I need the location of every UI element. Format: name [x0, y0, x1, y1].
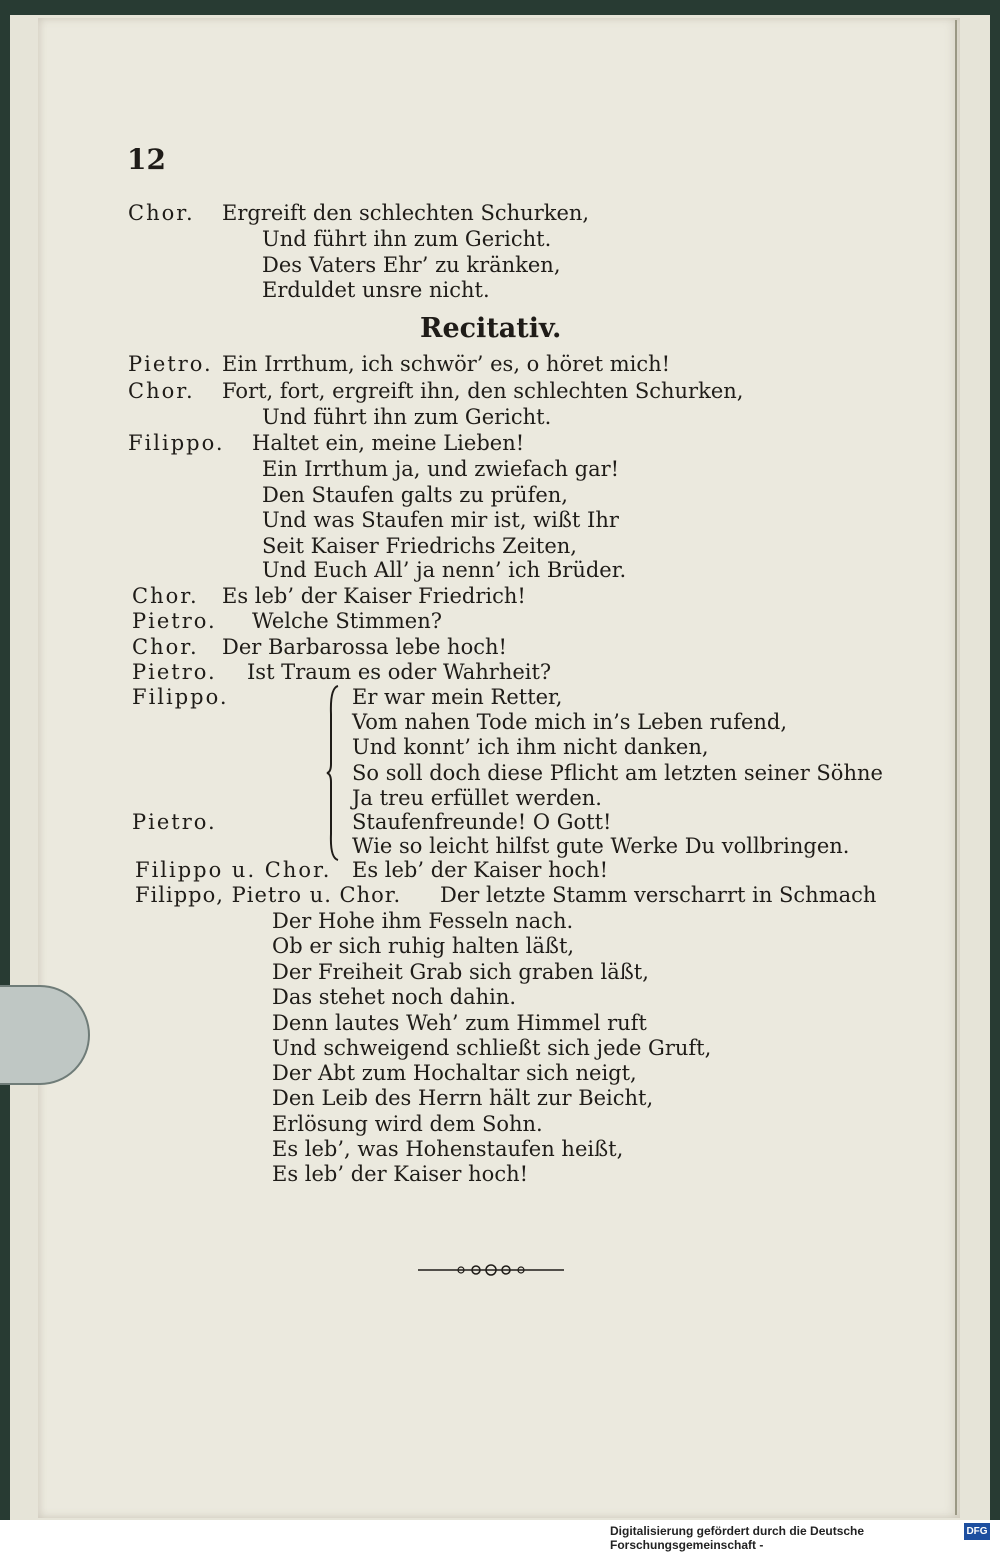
verse-line: Den Staufen galts zu prüfen,: [262, 483, 568, 507]
verse-line: Und führt ihn zum Gericht.: [262, 227, 552, 251]
verse-line: Und konnt’ ich ihm nicht danken,: [352, 735, 709, 759]
page-number: 12: [127, 143, 166, 176]
dfg-logo: DFG: [964, 1523, 990, 1540]
speaker-label: Filippo, Pietro u. Chor.: [135, 883, 402, 907]
brace-bracket: [326, 684, 340, 862]
speaker-label: Filippo.: [132, 685, 229, 709]
verse-line: Es leb’ der Kaiser Friedrich!: [222, 584, 526, 608]
speaker-label: Filippo.: [128, 431, 225, 455]
page-edge: [955, 20, 957, 1515]
verse-line: Ob er sich ruhig halten läßt,: [272, 934, 575, 958]
speaker-label: Chor.: [128, 379, 195, 403]
verse-line: Und schweigend schließt sich jede Gruft,: [272, 1036, 712, 1060]
speaker-label: Pietro.: [128, 352, 213, 376]
verse-line: Erlösung wird dem Sohn.: [272, 1112, 543, 1136]
verse-line: Wie so leicht hilfst gute Werke Du vollbringen.: [352, 834, 850, 858]
verse-line: Des Vaters Ehr’ zu kränken,: [262, 253, 561, 277]
verse-line: Der letzte Stamm verscharrt in Schmach: [440, 883, 877, 907]
speaker-label: Pietro.: [132, 810, 217, 834]
verse-line: Es leb’ der Kaiser hoch!: [352, 858, 609, 882]
verse-line: Es leb’ der Kaiser hoch!: [272, 1162, 529, 1186]
verse-line: Haltet ein, meine Lieben!: [252, 431, 525, 455]
verse-line: Ist Traum es oder Wahrheit?: [247, 660, 552, 684]
speaker-label: Chor.: [132, 635, 199, 659]
verse-line: Ein Irrthum, ich schwör’ es, o höret mich!: [222, 352, 671, 376]
verse-line: Der Abt zum Hochaltar sich neigt,: [272, 1061, 637, 1085]
verse-line: Fort, fort, ergreift ihn, den schlechten Schurken,: [222, 379, 744, 403]
verse-line: Und Euch All’ ja nenn’ ich Brüder.: [262, 558, 627, 582]
speaker-label: Chor.: [128, 201, 195, 225]
verse-line: Der Hohe ihm Fesseln nach.: [272, 909, 574, 933]
speaker-label: Filippo u. Chor.: [135, 858, 332, 882]
verse-line: Ja treu erfüllet werden.: [352, 786, 602, 810]
verse-line: Und führt ihn zum Gericht.: [262, 405, 552, 429]
verse-line: Seit Kaiser Friedrichs Zeiten,: [262, 534, 577, 558]
verse-line: Das stehet noch dahin.: [272, 985, 517, 1009]
verse-line: Ergreift den schlechten Schurken,: [222, 201, 590, 225]
verse-line: Der Freiheit Grab sich graben läßt,: [272, 960, 649, 984]
footer-credit: Digitalisierung gefördert durch die Deutsche Forschungsgemeinschaft -: [610, 1524, 865, 1552]
speaker-label: Chor.: [132, 584, 199, 608]
verse-line: Erduldet unsre nicht.: [262, 278, 490, 302]
verse-line: Es leb’, was Hohenstaufen heißt,: [272, 1137, 624, 1161]
verse-line: Ein Irrthum ja, und zwiefach gar!: [262, 457, 620, 481]
verse-line: Und was Staufen mir ist, wißt Ihr: [262, 508, 619, 532]
verse-line: Denn lautes Weh’ zum Himmel ruft: [272, 1011, 647, 1035]
speaker-label: Pietro.: [132, 609, 217, 633]
verse-line: Vom nahen Tode mich in’s Leben rufend,: [352, 710, 788, 734]
verse-line: So soll doch diese Pflicht am letzten seiner Söhne: [352, 761, 883, 785]
verse-line: Welche Stimmen?: [252, 609, 442, 633]
verse-line: Er war mein Retter,: [352, 685, 563, 709]
verse-line: Der Barbarossa lebe hoch!: [222, 635, 507, 659]
ornament-divider: [416, 1262, 566, 1278]
verse-line: Den Leib des Herrn hält zur Beicht,: [272, 1086, 654, 1110]
verse-line: Staufenfreunde! O Gott!: [352, 810, 612, 834]
speaker-label: Pietro.: [132, 660, 217, 684]
section-heading: Recitativ.: [420, 313, 562, 344]
